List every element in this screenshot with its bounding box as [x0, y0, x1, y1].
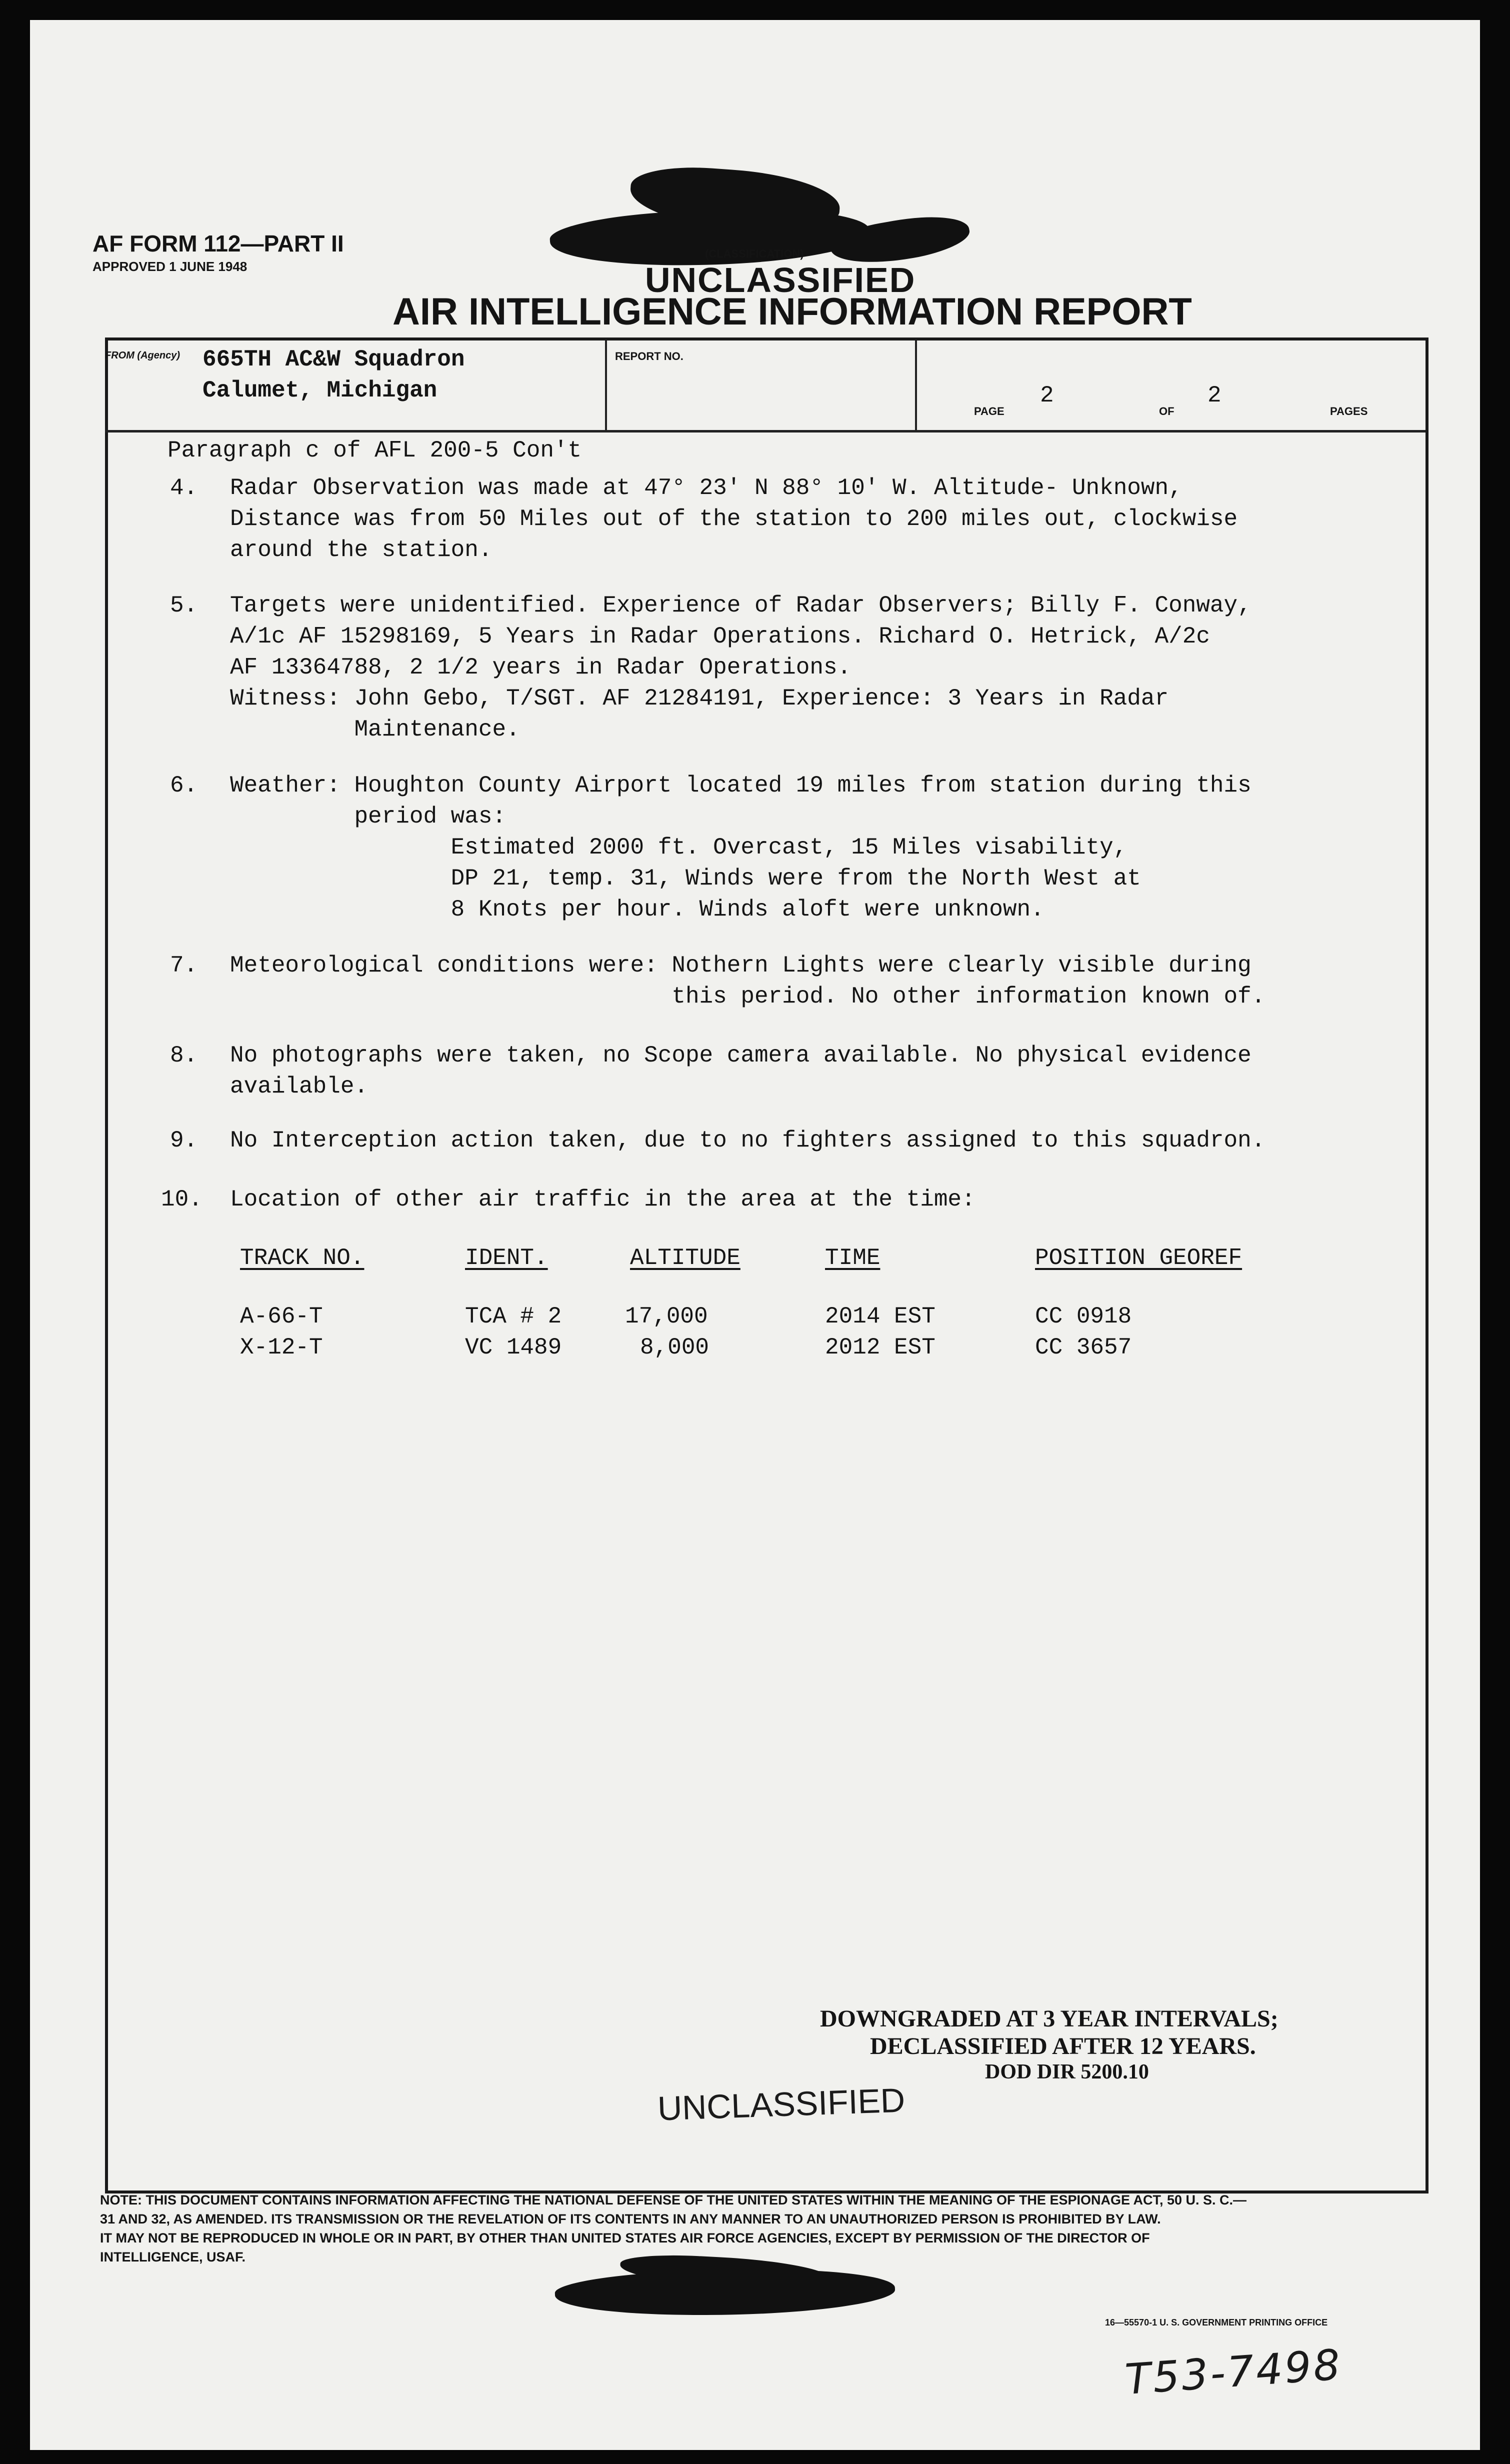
paragraph-number: 4.: [170, 475, 198, 501]
classification-stamp: UNCLASSIFIED: [645, 260, 916, 300]
paragraph-number: 5.: [170, 592, 198, 618]
paragraph-number: 9.: [170, 1128, 198, 1154]
table-cell: TCA # 2: [465, 1304, 562, 1330]
table-cell: 17,000: [625, 1304, 708, 1330]
header-divider-1: [605, 340, 607, 431]
downgrade-line-2: DECLASSIFIED AFTER 12 YEARS.: [870, 2033, 1256, 2060]
table-cell: X-12-T: [240, 1334, 323, 1360]
table-header-altitude: ALTITUDE: [630, 1245, 740, 1271]
paragraph-line: No photographs were taken, no Scope camera available. No physical evidence: [230, 1042, 1252, 1068]
form-approved: APPROVED 1 JUNE 1948: [92, 259, 248, 274]
table-cell: 2014 EST: [825, 1304, 936, 1330]
paragraph-line: Distance was from 50 Miles out of the station to 200 miles out, clockwise: [230, 506, 1238, 532]
table-cell: CC 0918: [1035, 1304, 1132, 1330]
paragraph-line: Radar Observation was made at 47° 23' N 88° 10' W. Altitude- Unknown,: [230, 475, 1182, 501]
printing-office: 16—55570-1 U. S. GOVERNMENT PRINTING OFFICE: [1105, 2318, 1328, 2328]
paragraph-line: Maintenance.: [230, 716, 520, 742]
note-line-2: 31 AND 32, AS AMENDED. ITS TRANSMISSION OR THE REVELATION OF ITS CONTENTS IN ANY MANNER TO AN UNAUTHORIZED PERSON IS PROHIBITED BY LAW.: [100, 2212, 1161, 2226]
paragraph-line: A/1c AF 15298169, 5 Years in Radar Operations. Richard O. Hetrick, A/2c: [230, 624, 1210, 650]
unclassified-stamp: UNCLASSIFIED: [656, 2081, 906, 2128]
page-total: 2: [1208, 382, 1222, 408]
note-line-3: IT MAY NOT BE REPRODUCED IN WHOLE OR IN PART, BY OTHER THAN UNITED STATES AIR FORCE AGENCIES, EXCEPT BY PERMISSION OF THE DIRECTOR OF: [100, 2230, 1150, 2246]
pages-label: PAGES: [1330, 405, 1368, 418]
handwritten-reference: T53-7498: [1124, 2340, 1344, 2404]
downgrade-line-1: DOWNGRADED AT 3 YEAR INTERVALS;: [820, 2006, 1278, 2032]
paragraph-line: Witness: John Gebo, T/SGT. AF 21284191, Experience: 3 Years in Radar: [230, 686, 1169, 712]
table-cell: VC 1489: [465, 1334, 562, 1360]
table-cell: CC 3657: [1035, 1334, 1132, 1360]
paragraph-line: available.: [230, 1074, 368, 1100]
paragraph-line: Weather: Houghton County Airport located 19 miles from station during this: [230, 772, 1252, 798]
paragraph-number: 7.: [170, 952, 198, 978]
paragraph-line: 8 Knots per hour. Winds aloft were unknown.: [230, 896, 1044, 922]
note-line-4: INTELLIGENCE, USAF.: [100, 2250, 246, 2264]
paragraph-line: No Interception action taken, due to no fighters assigned to this squadron.: [230, 1128, 1266, 1154]
header-divider-2: [915, 340, 917, 431]
paragraph-number: 8.: [170, 1042, 198, 1068]
of-label: OF: [1159, 405, 1174, 418]
table-header-track: TRACK NO.: [240, 1245, 364, 1271]
note-line-1: NOTE: THIS DOCUMENT CONTAINS INFORMATION AFFECTING THE NATIONAL DEFENSE OF THE UNITED STATES WITHIN THE MEANING OF THE ESPIONAGE ACT, 50 U. S. C.—: [100, 2192, 1247, 2208]
classification-label: (CLASSIFICATION): [705, 248, 804, 260]
from-location: Calumet, Michigan: [202, 378, 438, 404]
from-unit: 665TH AC&W Squadron: [202, 346, 465, 372]
table-header-time: TIME: [825, 1245, 880, 1271]
table-header-ident: IDENT.: [465, 1245, 548, 1271]
table-cell: 2012 EST: [825, 1334, 936, 1360]
paragraph-line: Targets were unidentified. Experience of Radar Observers; Billy F. Conway,: [230, 592, 1252, 618]
page-label: PAGE: [974, 405, 1004, 418]
table-header-position: POSITION GEOREF: [1035, 1245, 1242, 1271]
table-cell: 8,000: [640, 1334, 710, 1360]
paragraph-line: period was:: [230, 804, 506, 830]
downgrade-line-3: DOD DIR 5200.10: [985, 2060, 1149, 2084]
report-title: AIR INTELLIGENCE INFORMATION REPORT: [392, 290, 1192, 333]
from-label: FROM (Agency): [105, 350, 180, 361]
document-page: [30, 20, 1480, 2450]
body-intro: Paragraph c of AFL 200-5 Con't: [168, 438, 582, 464]
header-row-bottom: [105, 430, 1426, 432]
paragraph-line: AF 13364788, 2 1/2 years in Radar Operations.: [230, 654, 852, 680]
paragraph-line: this period. No other information known of.: [230, 984, 1266, 1010]
paragraph-number: 10.: [161, 1186, 202, 1212]
paragraph-number: 6.: [170, 772, 198, 798]
form-id: AF FORM 112—PART II: [92, 230, 344, 256]
paragraph-line: Estimated 2000 ft. Overcast, 15 Miles visability,: [230, 834, 1128, 860]
paragraph-line: Location of other air traffic in the area at the time:: [230, 1186, 976, 1212]
paragraph-line: DP 21, temp. 31, Winds were from the North West at: [230, 866, 1141, 892]
table-cell: A-66-T: [240, 1304, 323, 1330]
paragraph-line: Meteorological conditions were: Nothern Lights were clearly visible during: [230, 952, 1252, 978]
report-no-label: REPORT NO.: [615, 350, 684, 362]
page-number: 2: [1040, 382, 1054, 408]
paragraph-line: around the station.: [230, 537, 492, 563]
